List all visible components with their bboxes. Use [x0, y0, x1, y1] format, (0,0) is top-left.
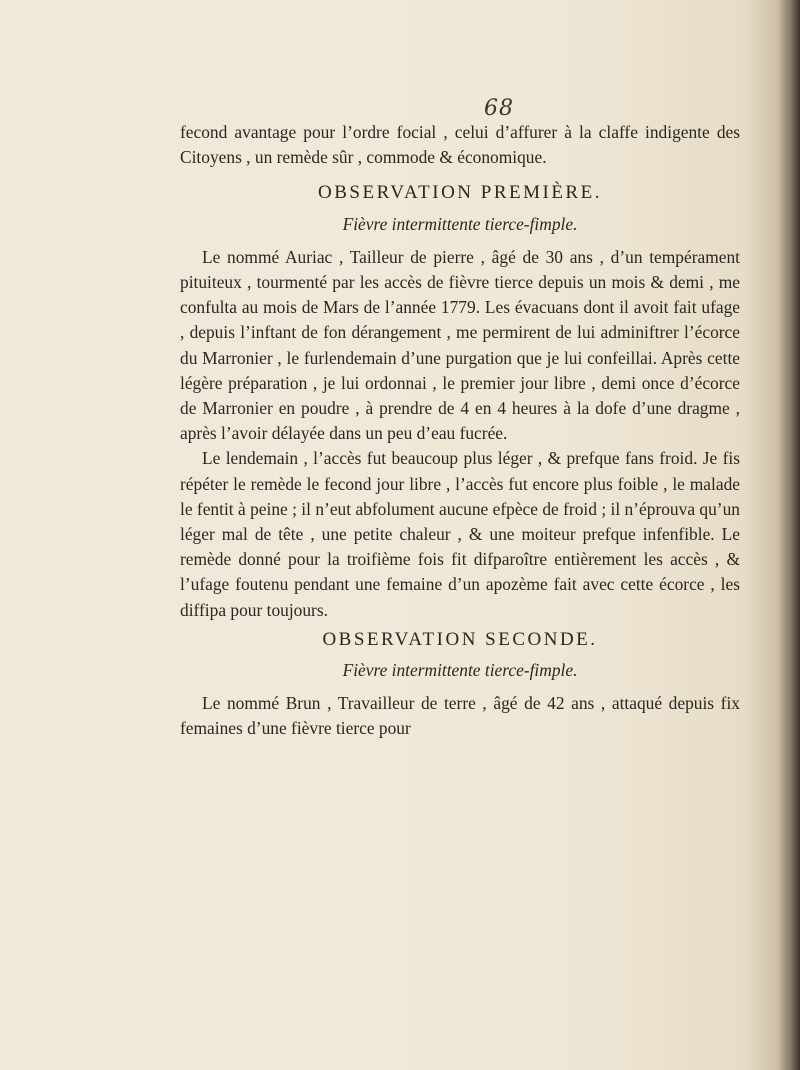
page-body [180, 120, 740, 742]
opening-paragraph: fecond avantage pour l’ordre focial , celui d’affurer à la claffe indigente des Citoyens , un remède sûr , commode & économique. [180, 122, 740, 168]
page-number: 68 [484, 96, 514, 121]
observation-2-paragraph-1: Le nommé Brun , Travailleur de terre , âgé de 42 ans , attaqué depuis fix femaines d’une fièvre tierce pour [180, 693, 740, 739]
observation-1-paragraph-1: Le nommé Auriac , Tailleur de pierre , âgé de 30 ans , d’un tempérament pituiteux , tourmenté par les accès de fièvre tierce depuis un mois & demi , me confulta au mois de Mars de l’année 1779. Les évacuans dont il avoit fait ufage , depuis l’inftant de fon dérangement , me permirent de lui adminiftrer l’écorce du Marronier , le furlendemain d’une purgation que je lui confeillai. Après cette légère préparation , je lui ordonnai , le premier jour libre , demi once d’écorce de Marronier en poudre , à prendre de 4 en 4 heures à la dofe d’une dragme , après l’avoir délayée dans un peu d’eau fucrée. [180, 246, 740, 444]
observation-1-paragraph-2: Le lendemain , l’accès fut beaucoup plus léger , & prefque fans froid. Je fis répéter le remède le fecond jour libre , l’accès fut encore plus foible , le malade le fentit à peine ; il n’eut abfolument aucune efpèce de froid ; il n’éprouva qu’un léger mal de tête , une petite chaleur , & une moiteur prefque infenfible. Le remède donné pour la troifième fois fit difparoître entièrement les accès , & l’ufage foutenu pendant une femaine d’un apozème fait avec cette écorce , les diffipa pour toujours. [180, 448, 740, 620]
observation-2-title: OBSERVATION SECONDE. [322, 628, 598, 650]
book-spine-shadow [778, 0, 800, 1070]
observation-1-subtitle: Fièvre intermittente tierce-fimple. [342, 213, 578, 234]
observation-2-subtitle: Fièvre intermittente tierce-fimple. [342, 660, 578, 681]
observation-1-title: OBSERVATION PREMIÈRE. [318, 182, 602, 204]
